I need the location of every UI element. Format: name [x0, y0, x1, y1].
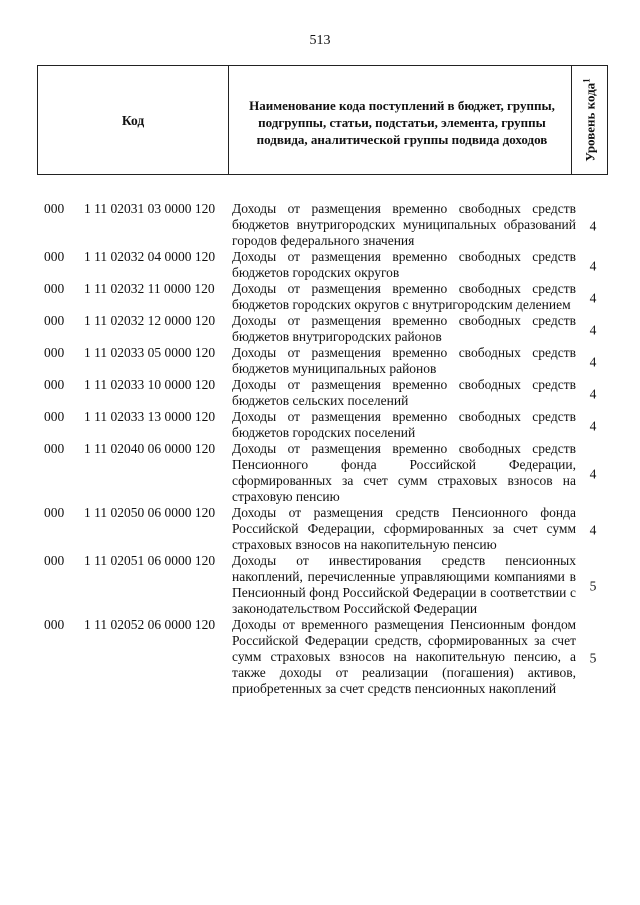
row-description: Доходы от размещения временно свободных средств бюджетов городских округов: [232, 249, 576, 280]
table-row: [0, 201, 640, 249]
table-row: [0, 553, 640, 617]
table-row: [0, 249, 640, 281]
header-level-cell: [572, 66, 608, 174]
row-budget-code: 1 11 02032 12 0000 120: [84, 313, 216, 328]
row-description: Доходы от размещения временно свободных средств бюджетов внутригородских муниципальных образований городов федерального значения: [232, 201, 576, 248]
table-row: [0, 505, 640, 553]
row-description: Доходы от размещения временно свободных средств бюджетов внутригородских районов: [232, 313, 576, 344]
row-budget-code: 1 11 02033 10 0000 120: [84, 377, 216, 392]
row-level: 4: [589, 290, 597, 306]
row-level: 4: [589, 418, 597, 434]
row-budget-code: 1 11 02031 03 0000 120: [84, 201, 216, 216]
header-name-cell: [229, 66, 572, 174]
row-admin-code: 000: [44, 441, 65, 456]
row-description: Доходы от временного размещения Пенсионным фондом Российской Федерации средств, сформированных за счет сумм страховых взносов на накопительную пенсию, а также доходы от реализации (погашения) активов, приобретенных за счет средств пенсионных накоплений: [232, 617, 576, 696]
row-level: 4: [589, 466, 597, 482]
header-code-cell: [38, 66, 229, 174]
row-level: 4: [589, 258, 597, 274]
row-admin-code: 000: [44, 377, 65, 392]
row-budget-code: 1 11 02032 11 0000 120: [84, 281, 215, 296]
row-level: 4: [589, 218, 597, 234]
row-admin-code: 000: [44, 281, 65, 296]
table-row: [0, 441, 640, 505]
row-admin-code: 000: [44, 201, 65, 216]
row-budget-code: 1 11 02051 06 0000 120: [84, 553, 216, 568]
row-description: Доходы от размещения средств Пенсионного фонда Российской Федерации, сформированных за счет сумм страховых взносов на накопительную пенсию: [232, 505, 576, 552]
row-description: Доходы от размещения временно свободных средств бюджетов городских поселений: [232, 409, 576, 440]
table-body: [0, 201, 640, 697]
row-description: Доходы от размещения временно свободных средств бюджетов городских округов с внутригородским делением: [232, 281, 576, 312]
row-admin-code: 000: [44, 313, 65, 328]
row-description: Доходы от инвестирования средств пенсионных накоплений, перечисленные управляющими компаниями в Пенсионный фонд Российской Федерации в соответствии с законодательством Российской Федерации: [232, 553, 576, 616]
row-description: Доходы от размещения временно свободных средств бюджетов сельских поселений: [232, 377, 576, 408]
row-admin-code: 000: [44, 617, 65, 632]
table-row: [0, 409, 640, 441]
row-budget-code: 1 11 02033 05 0000 120: [84, 345, 216, 360]
row-admin-code: 000: [44, 249, 65, 264]
table-row: [0, 281, 640, 313]
header-level-footnote: 1: [581, 78, 592, 83]
row-admin-code: 000: [44, 505, 65, 520]
row-budget-code: 1 11 02040 06 0000 120: [84, 441, 216, 456]
header-level-rotated: [581, 78, 598, 161]
row-level: 5: [589, 578, 597, 594]
row-admin-code: 000: [44, 553, 65, 568]
row-budget-code: 1 11 02032 04 0000 120: [84, 249, 216, 264]
table-row: [0, 345, 640, 377]
row-budget-code: 1 11 02033 13 0000 120: [84, 409, 216, 424]
table-row: [0, 377, 640, 409]
table-row: [0, 617, 640, 697]
row-description: Доходы от размещения временно свободных средств Пенсионного фонда Российской Федерации, сформированных за счет сумм страховых взносов на страховую пенсию: [232, 441, 576, 504]
row-admin-code: 000: [44, 409, 65, 424]
row-level: 5: [589, 650, 597, 666]
page-number: 513: [309, 33, 331, 48]
row-budget-code: 1 11 02052 06 0000 120: [84, 617, 216, 632]
row-level: 4: [589, 386, 597, 402]
row-budget-code: 1 11 02050 06 0000 120: [84, 505, 216, 520]
row-level: 4: [589, 522, 597, 538]
table-row: [0, 313, 640, 345]
row-level: 4: [589, 322, 597, 338]
header-name-label: Наименование кода поступлений в бюджет, группы, подгруппы, статьи, подстатьи, элемента, группы подвида, аналитической группы подвида доходов: [249, 98, 555, 147]
table-header: [37, 65, 608, 175]
row-admin-code: 000: [44, 345, 65, 360]
row-description: Доходы от размещения временно свободных средств бюджетов муниципальных районов: [232, 345, 576, 376]
header-code-label: Код: [121, 113, 145, 128]
header-level-label: Уровень кода: [582, 82, 598, 162]
row-level: 4: [589, 354, 597, 370]
